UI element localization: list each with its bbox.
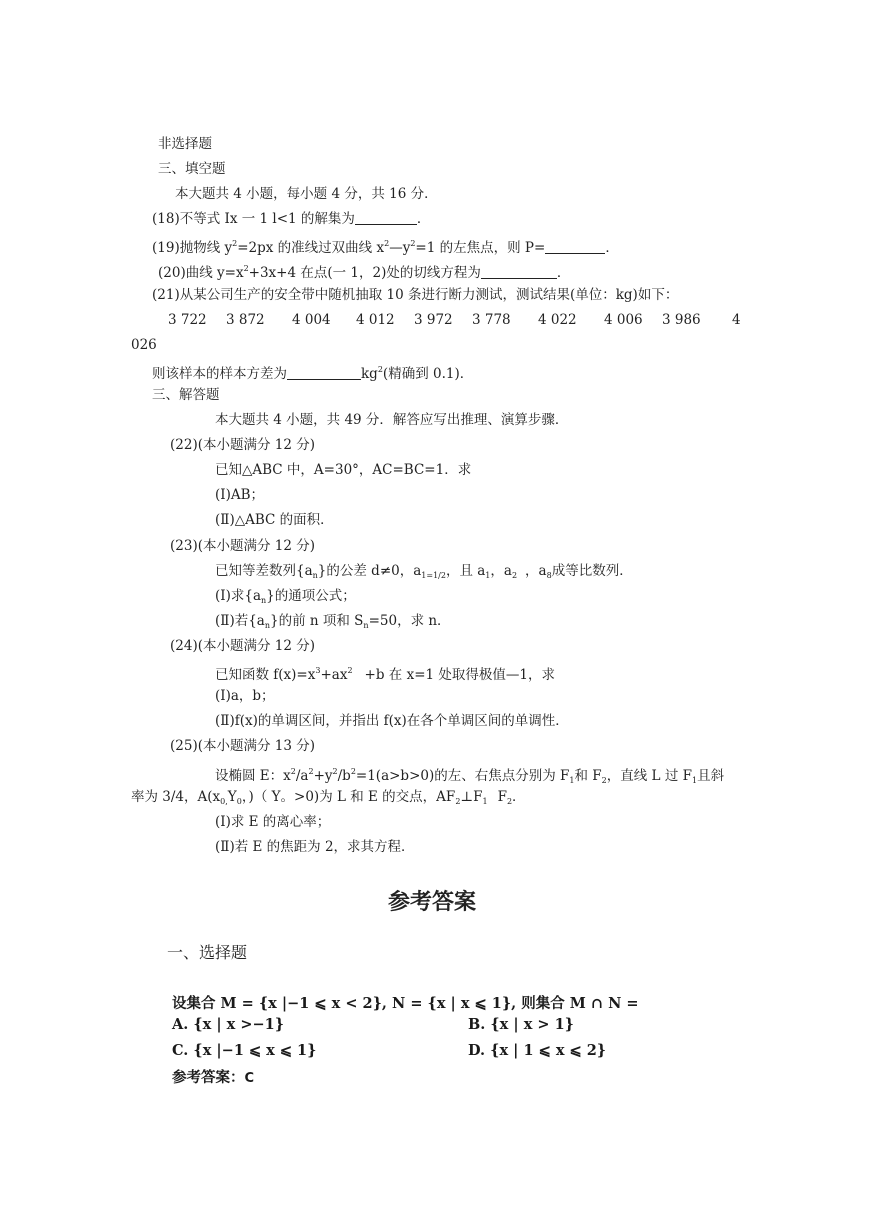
q23-text: 已知等差数列{a	[215, 563, 313, 579]
q21-sup: 2	[377, 365, 383, 374]
question-18	[152, 209, 430, 229]
q24-stem	[215, 661, 555, 685]
q23-part2	[215, 611, 451, 636]
q20-sup: 2	[243, 264, 249, 273]
q24-text: 已知函数 f(x)=x	[215, 667, 316, 683]
q23-p2-text: =50，求 n．	[368, 613, 451, 629]
solve-heading: 三、解答题	[152, 387, 220, 403]
q25-sub: 2	[455, 797, 461, 806]
q23-p2-text: (Ⅱ)若{a	[215, 613, 265, 629]
q21-value: 3 986	[662, 312, 701, 328]
answer-line	[172, 1066, 254, 1087]
section-nonchoice: 非选择题	[158, 136, 212, 152]
q23-p1-sub: n	[261, 596, 267, 605]
option-d: D. {x | 1 ⩽ x ⩽ 2}	[468, 1042, 607, 1059]
q23-stem	[215, 561, 633, 586]
q20-text-a: (20)曲线 y=x	[158, 265, 244, 281]
question-20	[158, 259, 570, 283]
q24-part1: (Ⅰ)a，b；	[215, 688, 275, 704]
q25-title: (25)(本小题满分 13 分)	[170, 738, 316, 754]
q21-value: 3 722	[168, 312, 207, 328]
q24-text: +ax	[320, 667, 348, 683]
q23-text: ，a	[525, 563, 547, 579]
q24-text: +b 在 x=1 处取得极值—1，求	[364, 667, 555, 683]
q19-answer-blank[interactable]	[545, 239, 605, 254]
q22-stem: 已知△ABC 中，A=30°，AC=BC=1．求	[215, 462, 472, 478]
q25-sub: 1	[482, 797, 488, 806]
q25-sup: 2	[332, 767, 338, 776]
q23-p1-text: }的通项公式；	[266, 588, 356, 604]
q25-sup: 2	[308, 767, 314, 776]
q25-sup: 2	[350, 767, 356, 776]
q22-part2: (Ⅱ)△ABC 的面积．	[215, 512, 334, 528]
q25-text: 设椭圆 E：x	[215, 768, 291, 784]
q22-part1: (Ⅰ)AB；	[215, 487, 265, 503]
q20-end: ．	[556, 265, 571, 281]
q19-text-a: (19)抛物线 y	[152, 240, 233, 256]
q19-text-c: —y	[389, 240, 411, 256]
q19-text-d: =1 的左焦点，则 P=	[415, 240, 546, 256]
answer-label: 参考答案：	[172, 1069, 245, 1086]
q21-value: 4 022	[538, 312, 577, 328]
q21-value: 4 012	[356, 312, 395, 328]
q25-text: ，直线 L 过 F	[606, 768, 692, 784]
q24-sup: 3	[315, 666, 321, 675]
answer-value: C	[244, 1071, 255, 1086]
q25-text: 和 F	[574, 768, 602, 784]
q23-p1-text: (Ⅰ)求{a	[215, 588, 262, 604]
q21-value: 4	[732, 312, 741, 328]
q24-title: (24)(本小题满分 12 分)	[170, 638, 316, 654]
q21-value: 4 006	[604, 312, 643, 328]
q23-p2-sub: n	[264, 621, 271, 630]
q25-text: 且斜	[697, 768, 725, 784]
q19-sup: 2	[410, 239, 416, 248]
answer-image	[170, 990, 670, 1090]
q25-sub: 2	[601, 776, 607, 785]
q25-text: ．	[512, 789, 526, 805]
q25-text: +y	[313, 768, 333, 784]
q21-precision: (精确到 0.1)．	[382, 366, 474, 382]
question-19	[152, 234, 619, 258]
q25-text: ⊥F	[460, 789, 483, 805]
q25-sub: 2	[506, 797, 513, 806]
q25-sub: 0	[236, 797, 242, 806]
q19-sup: 2	[232, 239, 238, 248]
q25-part2: (Ⅱ)若 E 的焦距为 2，求其方程．	[215, 839, 415, 855]
q22-title: (22)(本小题满分 12 分)	[170, 437, 316, 453]
q21-value: 3 778	[472, 312, 511, 328]
answers-title: 参考答案	[388, 890, 477, 915]
q23-part1	[215, 586, 356, 611]
solve-intro: 本大题共 4 小题，共 49 分．解答应写出推理、演算步骤．	[215, 412, 569, 428]
q21-value: 3 872	[226, 312, 265, 328]
q21-value: 4 004	[292, 312, 331, 328]
q25-text: /b	[337, 768, 351, 784]
q25-stem-line2	[131, 787, 526, 812]
q25-text: F	[497, 789, 507, 805]
q23-sub: 1=1/2	[421, 571, 446, 580]
fill-intro: 本大题共 4 小题，每小题 4 分，共 16 分．	[175, 186, 438, 202]
q23-sub: 1	[485, 571, 491, 580]
q23-sub: 2	[511, 571, 518, 580]
q23-sub: n	[312, 571, 318, 580]
q18-answer-blank[interactable]	[355, 210, 417, 225]
q18-end: ．	[416, 211, 431, 227]
q19-text-b: =2px 的准线过双曲线 x	[237, 240, 385, 256]
q21-unit: kg	[361, 366, 378, 382]
option-c: C. {x |−1 ⩽ x ⩽ 1}	[172, 1042, 317, 1059]
option-a: A. {x | x >−1}	[172, 1016, 285, 1033]
option-b: B. {x | x > 1}	[468, 1016, 574, 1033]
q19-sup: 2	[384, 239, 390, 248]
q25-text: /a	[295, 768, 309, 784]
q23-p2-text: }的前 n 项和 S	[270, 613, 364, 629]
q25-sub: 1	[569, 776, 575, 785]
q24-part2: (Ⅱ)f(x)的单调区间，并指出 f(x)在各个单调区间的单调性．	[215, 713, 569, 729]
q25-text: ，)（ Y。>0)为 L 和 E 的交点，AF	[241, 789, 456, 805]
q25-text: Y	[227, 789, 237, 805]
q23-title: (23)(本小题满分 12 分)	[170, 538, 316, 554]
q25-sub: 1	[691, 776, 698, 785]
q20-answer-blank[interactable]	[481, 264, 557, 279]
q25-sup: 2	[290, 767, 296, 776]
q24-sup: 2	[347, 666, 353, 675]
q23-text: }的公差 d≠0，a	[317, 563, 422, 579]
q25-text: =1(a>b>0)的左、右焦点分别为 F	[355, 768, 570, 784]
q23-p2-sub: n	[363, 621, 369, 630]
q25-sub: 0,	[220, 797, 228, 806]
q21-data-wrap: 026	[131, 337, 157, 353]
q21-text: 则该样本的样本方差为	[152, 366, 287, 382]
answer-question-line: 设集合 M = {x |−1 ⩽ x < 2}, N = {x | x ⩽ 1}, 则集合 M ∩ N =	[172, 995, 639, 1012]
question-21: (21)从某公司生产的安全带中随机抽取 10 条进行断力测试，测试结果(单位：kg)如下：	[152, 287, 679, 303]
fill-heading: 三、填空题	[158, 161, 226, 177]
q25-part1: (Ⅰ)求 E 的离心率；	[215, 814, 331, 830]
q20-text-b: +3x+4 在点(一 1，2)处的切线方程为	[248, 265, 481, 281]
q23-text: 成等比数列．	[551, 563, 633, 579]
q19-end: ．	[605, 240, 619, 256]
q21-data-row	[168, 310, 741, 330]
q18-text: (18)不等式 Ix 一 1 l<1 的解集为	[152, 211, 355, 227]
q23-sub: 8	[546, 571, 552, 580]
q25-text: 率为 3/4，A(x	[131, 789, 221, 805]
q21-answer-blank[interactable]	[287, 365, 361, 380]
q21-value: 3 972	[414, 312, 453, 328]
q21-question	[152, 360, 473, 384]
q23-text: ，且 a	[445, 563, 486, 579]
answers-section: 一、选择题	[167, 943, 248, 962]
q23-text: ，a	[490, 563, 512, 579]
